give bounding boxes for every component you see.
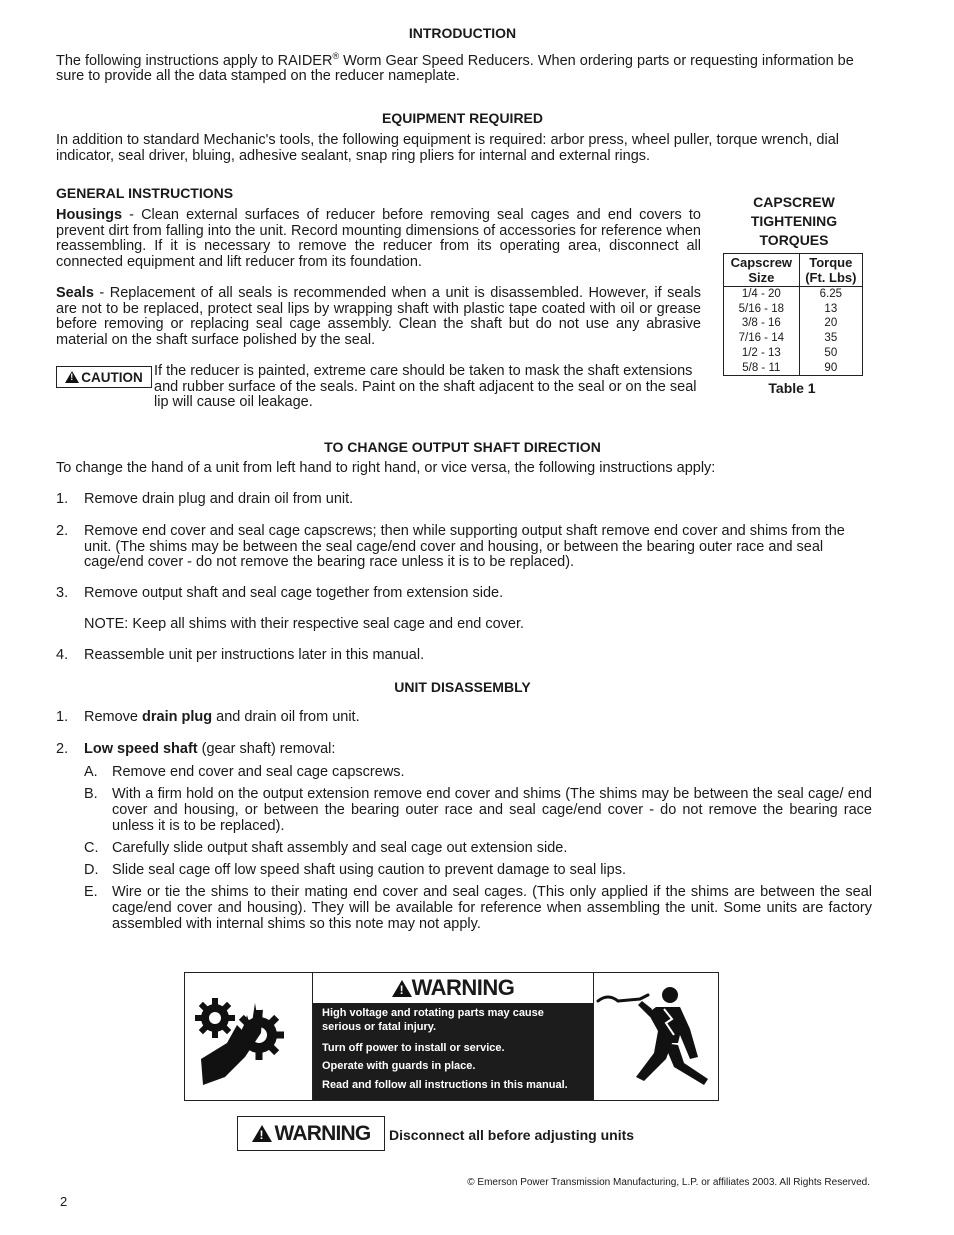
equipment-heading: EQUIPMENT REQUIRED: [381, 110, 543, 126]
table-row: 5/8 - 11 90: [724, 361, 863, 376]
page-number: 2: [60, 1194, 68, 1209]
equipment-text: In addition to standard Mechanic's tools, the following equipment is required: arbor press, wheel puller, torque wrench, dial indicator, seal driver, bluing, adhesive sealant, snap ring pliers for internal and external rings.: [56, 132, 839, 164]
col-torque: Torque (Ft. Lbs): [799, 254, 862, 287]
warning-badge-text: Disconnect all before adjusting units: [389, 1127, 635, 1143]
caution-triangle-icon: [65, 371, 79, 383]
intro-text: The following instructions apply to RAIDER® Worm Gear Speed Reducers. When ordering parts or requesting information be sure to provide all the data stamped on the reducer nameplate.: [56, 51, 854, 85]
table-caption: Table 1: [768, 380, 816, 396]
torque-table: [723, 253, 863, 376]
sub-item: B. With a firm hold on the output extension remove end cover and shims (The shims may be between the seal cage/ end cover and housing, or between the bearing outer race and seal cage/end cover - do not remove the bearing race unless it is to be replaced).: [84, 786, 872, 834]
electric-shock-icon: [593, 973, 718, 1100]
table-row: 1/4 - 20 6.25: [724, 287, 863, 302]
warning-triangle-icon: [252, 1125, 272, 1142]
warning-badge: ! WARNING: [237, 1116, 385, 1151]
table-row: 3/8 - 16 20: [724, 316, 863, 331]
warning-heading: ! WARNING: [313, 973, 593, 1003]
caution-text: If the reducer is painted, extreme care should be taken to mask the shaft extensions and rubber surface of the seals. Paint on the shaft adjacent to the seal or on the seal lip will cause oil leakage.: [154, 363, 697, 410]
general-heading: GENERAL INSTRUCTIONS: [56, 185, 234, 201]
list-item: 1. Remove drain plug and drain oil from unit.: [56, 491, 354, 507]
torque-table-title: CAPSCREW TIGHTENING TORQUES: [750, 194, 838, 248]
copyright: © Emerson Power Transmission Manufacturing, L.P. or affiliates 2003. All Rights Reserved.: [467, 1177, 870, 1188]
table-row: 1/2 - 13 50: [724, 346, 863, 361]
sub-item: D. Slide seal cage off low speed shaft using caution to prevent damage to seal lips.: [84, 862, 626, 878]
sub-item: E. Wire or tie the shims to their mating end cover and seal cages. (This only applied if the shims are between the seal cage/end cover and housing). They will be available for reference when assembling the unit. Some units are factory assembled with internal shims so this note may not apply.: [84, 884, 872, 932]
direction-note: NOTE: Keep all shims with their respective seal cage and end cover.: [84, 616, 525, 632]
warning-triangle-icon: [392, 980, 412, 997]
direction-heading: TO CHANGE OUTPUT SHAFT DIRECTION: [324, 439, 601, 455]
sub-item: A. Remove end cover and seal cage capscrews.: [84, 764, 405, 780]
warning-panel: [184, 972, 719, 1101]
disassembly-heading: UNIT DISASSEMBLY: [394, 679, 531, 695]
table-row: 7/16 - 14 35: [724, 331, 863, 346]
direction-intro: To change the hand of a unit from left hand to right hand, or vice versa, the following instructions apply:: [56, 460, 716, 476]
rotating-gears-hand-icon: [185, 973, 313, 1100]
table-row: 5/16 - 18 13: [724, 302, 863, 317]
list-item: 2. Low speed shaft (gear shaft) removal:: [56, 741, 336, 757]
col-capscrew-size: Capscrew Size: [724, 254, 800, 287]
list-item: 4. Reassemble unit per instructions later in this manual.: [56, 647, 425, 663]
list-item: 3. Remove output shaft and seal cage together from extension side.: [56, 585, 504, 601]
sub-item: C. Carefully slide output shaft assembly and seal cage out extension side.: [84, 840, 568, 856]
list-item: 2. Remove end cover and seal cage capscrews; then while supporting output shaft remove end cover and shims from the unit. (The shims may be between the seal cage/end cover and housing, or between the bearing outer race and seal cage/end cover - do not remove the bearing race unless it is to be replaced).: [56, 523, 845, 570]
warning-message-box: High voltage and rotating parts may cause serious or fatal injury. Turn off power to install or service. Operate with guards in place. Read and follow all instructions in this manual.: [313, 1003, 593, 1100]
caution-badge: ! CAUTION: [56, 366, 152, 388]
housings-paragraph: Housings - Clean external surfaces of reducer before removing seal cages and end covers to prevent dirt from falling into the unit. Record mounting dimensions of accessories for reference when reassembling. If it is necessary to remove the reducer from its operating area, disconnect all connected equipment and lift reducer from its foundation.: [56, 207, 701, 270]
list-item: 1. Remove drain plug and drain oil from unit.: [56, 709, 360, 725]
seals-paragraph: Seals - Replacement of all seals is recommended when a unit is disassembled. However, if seals are not to be replaced, protect seal lips by wrapping shaft with plastic tape coated with oil or grease before removing or replacing seal cage assembly. Clean the shaft but do not use any abrasive material on the shaft surface polished by the seal.: [56, 285, 701, 348]
intro-heading: INTRODUCTION: [408, 25, 517, 41]
